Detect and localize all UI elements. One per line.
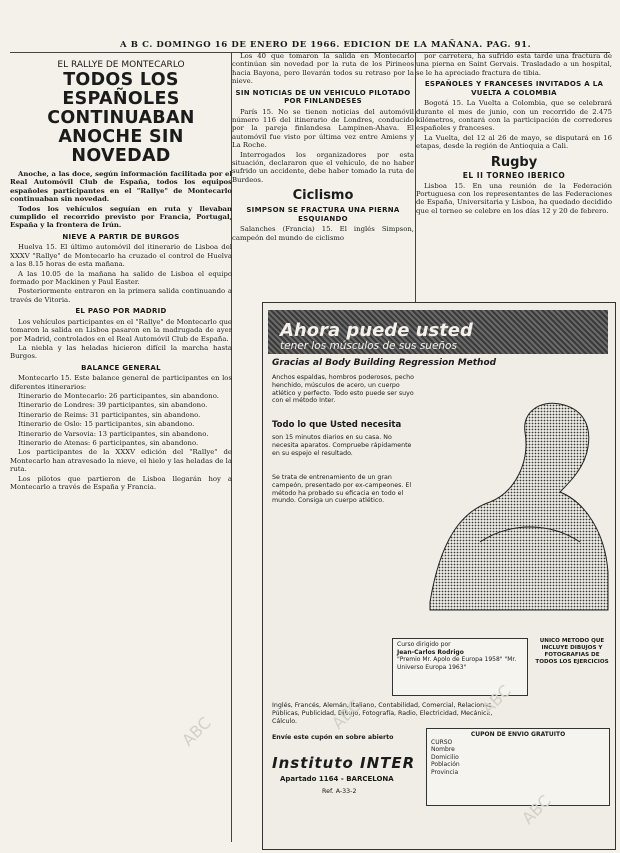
section-finlandeses: SIN NOTICIAS DE UN VEHICULO PILOTADO POR FINLANDESES: [235, 88, 411, 106]
rally-kicker: EL RALLYE DE MONTECARLO: [57, 60, 185, 70]
ad-subheadline: tener los músculos de sus sueños: [280, 340, 457, 352]
right-column: [416, 52, 612, 300]
middle-column: [232, 52, 414, 306]
coupon-awards: "Premio Mr. Apolo de Europa 1958" "Mr. Universo Europa 1963": [397, 656, 517, 671]
watermark: ABC: [518, 791, 555, 828]
ad-bold-line: Todo lo que Usted necesita: [272, 420, 402, 430]
ad-photo-caption: UNICO METODO QUE INCLUYE DIBUJOS Y FOTOGRAFIAS DE TODOS LOS EJERCICIOS: [535, 638, 609, 665]
flexed-arm-illustration: [420, 392, 612, 612]
rally-paragraph: Todos los vehículos seguían en ruta y llevaban cumplido el recorrido previsto por Francia, Portugal, España y la frontera de Irún.: [10, 204, 232, 230]
ad-method-line: Gracias al Body Building Regression Method: [272, 358, 497, 368]
rugby-title: Rugby: [490, 154, 538, 170]
balance-paragraph: Montecarlo 15. Este balance general de participantes en los diferentes itinerarios:: [10, 374, 232, 391]
ad-need-text: son 15 minutos diarios en su casa. No necesita aparatos. Compruebe rápidamente en su espejo el resultado.: [272, 434, 412, 457]
paris-lead: Los 40 que tomaron la salida en Montecarlo continúan sin novedad por la ruta de los Pirineos hacia Bayona, pero llevarán todos su retraso por la nieve.: [232, 52, 414, 86]
balance-paragraph: Itinerario de Oslo: 15 participantes, sin abandono.: [18, 420, 195, 429]
ad-order-form[interactable]: [426, 728, 610, 806]
balance-paragraph: Los participantes de la XXXV edición del "Rallye" de Montecarlo han atravesado la nieve, el hielo y las heladas de la ruta.: [10, 448, 232, 474]
madrid-paragraph: La niebla y las heladas hicieron difícil la marcha hasta Burgos.: [10, 343, 232, 361]
balance-paragraph: Itinerario de Londres: 39 participantes, sin abandono.: [18, 401, 208, 410]
coupon-title: Curso dirigido por: [397, 641, 451, 648]
section-madrid: EL PASO POR MADRID: [75, 307, 167, 316]
watermark: ABC: [178, 713, 215, 750]
rally-headline: TODOS LOS ESPAÑOLES CONTINUABAN ANOCHE SIN NOVEDAD: [47, 70, 195, 166]
balance-paragraph: Itinerario de Atenas: 6 participantes, sin abandono.: [18, 439, 199, 448]
running-head: A B C. DOMINGO 16 DE ENERO DE 1966. EDICION DE LA MAÑANA. PAG. 91.: [120, 40, 532, 50]
section-lisboa: NIEVE A PARTIR DE BURGOS: [62, 232, 180, 241]
simpson-continued: por carretera, ha sufrido esta tarde una fractura de una pierna en Saint Gervais. Trasladado a un hospital, se le ha apreciado fractura de tibia.: [416, 52, 612, 77]
form-line: CURSO: [431, 738, 453, 746]
lisboa-paragraph: A las 10.05 de la mañana ha salido de Lisboa el equipo formado por Mackinen y Paul Easter.: [10, 269, 232, 286]
ciclismo-title: Ciclismo: [292, 188, 354, 204]
balance-paragraph: Itinerario de Varsovia: 13 participantes, sin abandono.: [18, 429, 209, 438]
section-vuelta: ESPAÑOLES Y FRANCESES INVITADOS A LA VUELTA A COLOMBIA: [424, 80, 604, 97]
watermark: ABC: [478, 681, 515, 718]
rally-paragraph: Anoche, a las doce, según información facilitada por el Real Automóvil Club de España, todos los equipos españoles participantes en el "Rallye" de Montecarlo continuaban sin novedad.: [10, 170, 232, 204]
bodybuilding-advertisement: [262, 302, 616, 850]
balance-paragraph: Itinerario de Reims: 31 participantes, sin abandono.: [18, 410, 201, 419]
coupon-name: Jean-Carlos Rodrigo: [397, 648, 464, 656]
paris-paragraph: París 15. No se tienen noticias del automóvil número 116 del itinerario de Londres, conducido por la pareja finlandesa Lampinen-Ahava. El automóvil fue visto por última vez entre Amiens y La Roche.: [232, 107, 414, 150]
balance-paragraph: Itinerario de Montecarlo: 26 participantes, sin abandono.: [18, 392, 219, 401]
ad-intro: Anchos espaldas, hombros poderosos, pecho henchido, músculos de acero, un cuerpo atlético y perfecto. Todo esto puede ser suyo con el método Inter.: [272, 374, 414, 405]
ad-headline: Ahora puede usted: [280, 320, 473, 341]
form-line: Provincia: [431, 768, 459, 776]
vuelta-paragraph: Bogotá 15. La Vuelta a Colombia, que se celebrará durante el mes de junio, con un recorrido de 2.475 kilómetros, contará con la participación de corredores españoles y franceses.: [416, 99, 612, 133]
ciclismo-paragraph: Salanches (Francia) 15. El inglés Simpson, campeón del mundo de ciclismo: [232, 225, 414, 242]
rugby-paragraph: Lisboa 15. En una reunión de la Federación Portuguesa con los representantes de las Federaciones de España, Universitaria y Lisboa, ha quedado decidido que el torneo se celebre en los días 12 y 20 de febrero.: [416, 181, 612, 215]
ad-envelope-caption: Envíe este cupón en sobre abierto: [272, 734, 394, 741]
ad-banner: [268, 310, 608, 354]
paris-paragraph: Interrogados los organizadores por esta situación, declararon que el vehículo, de no haber sufrido un accidente, debe haber tomado la ruta de Burdeos.: [232, 150, 414, 184]
form-line: Población: [431, 761, 460, 769]
vuelta-paragraph: La Vuelta, del 12 al 26 de mayo, se disputará en 16 etapas, desde la región de Antioquia a Cali.: [416, 133, 612, 151]
section-torneo: EL II TORNEO IBERICO: [462, 170, 566, 180]
section-simpson: SIMPSON SE FRACTURA UNA PIERNA ESQUIANDO: [246, 206, 400, 223]
section-balance: BALANCE GENERAL: [81, 363, 161, 372]
form-line: Domicilio: [431, 753, 459, 761]
ad-logo: Instituto INTER: [272, 754, 416, 772]
watermark: ABC: [328, 696, 365, 733]
madrid-paragraph: Los vehículos participantes en el "Rallye" de Montecarlo que tomaron la salida en Lisboa pasaron en la madrugada de ayer por Madrid, controlados en el Real Automóvil Club de España.: [10, 317, 232, 343]
ad-ref: Ref. A-33-2: [322, 788, 357, 795]
lisboa-paragraph: Posteriormente entraron en la primera salida continuando a través de Vitoria.: [10, 287, 232, 304]
lisboa-paragraph: Huelva 15. El último automóvil del itinerario de Lisboa del XXXV "Rallye" de Montecarlo ha cruzado el control de Huelva a las 8.15 horas de esta mañana.: [10, 243, 232, 269]
form-title: CUPON DE ENVIO GRATUITO: [470, 731, 566, 738]
balance-paragraph: Los pilotos que partieron de Lisboa llegarán hoy a Montecarlo a través de España y Francia.: [10, 474, 232, 492]
ad-method-text: Se trata de entrenamiento de un gran campeón, presentado por ex-campeones. El método ha probado su eficacia en todo el mundo. Consiga un cuerpo atlético.: [272, 474, 412, 505]
ad-address: Apartado 1164 - BARCELONA: [280, 775, 394, 783]
ad-courses: Inglés, Francés, Alemán, Italiano, Contabilidad, Comercial, Relaciones Públicas, Publicidad, Dibujo, Fotografía, Radio, Electricidad, Mecánica, Cálculo.: [272, 702, 493, 725]
form-line: Nombre: [431, 746, 455, 754]
